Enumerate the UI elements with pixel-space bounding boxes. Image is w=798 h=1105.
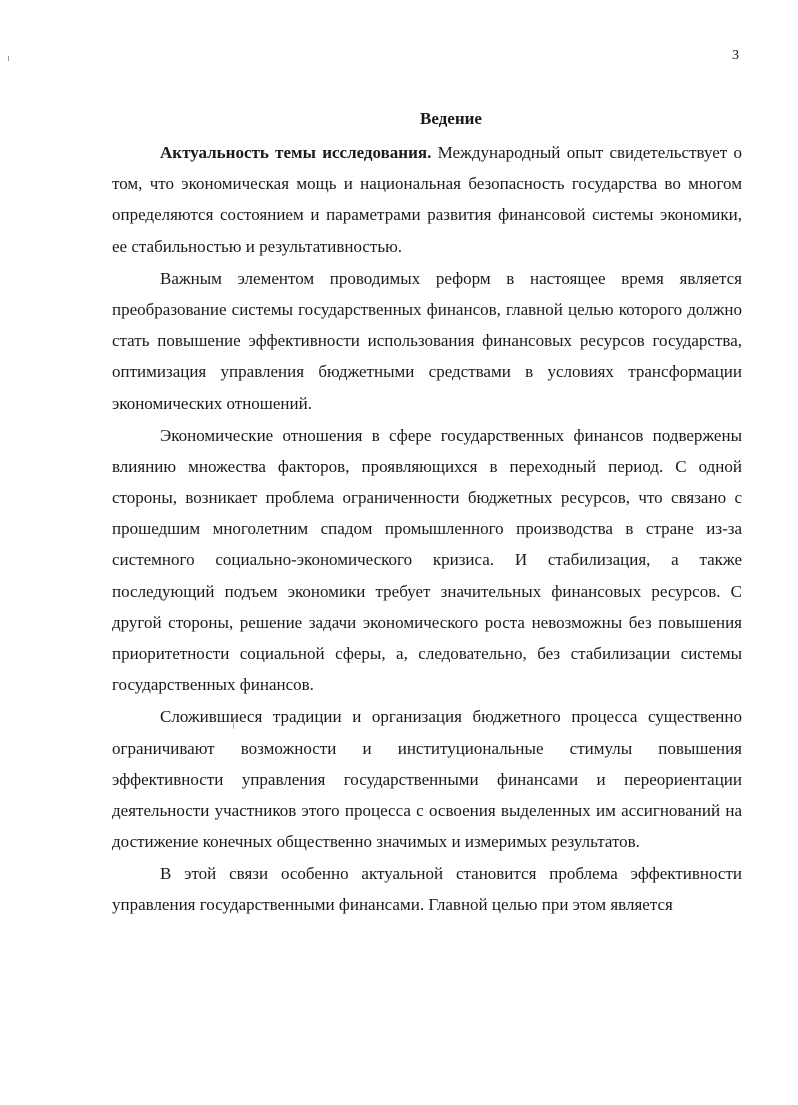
paragraph	[112, 137, 742, 262]
paragraph-text: Международный опыт свидетельствует о том, что экономическая мощь и национальная безопасность государства во многом определяются состоянием и параметрами развития финансовой системы экономики, ее стабильностью и результативностью.	[112, 143, 742, 256]
scan-artifact	[8, 56, 9, 61]
page-number: 3	[732, 48, 739, 63]
paragraph: Экономические отношения в сфере государственных финансов подвержены влиянию множества факторов, проявляющихся в переходный период. С одной стороны, возникает проблема ограниченности бюджетных ресурсов, что связано с прошедшим многолетним спадом промышленного производства в стране из-за системного социально-экономического кризиса. И стабилизация, а также последующий подъем экономики требует значительных финансовых ресурсов. С другой стороны, решение задачи экономического роста невозможны без повышения приоритетности социальной сферы, а, следовательно, без стабилизации системы государственных финансов.	[112, 425, 742, 695]
paragraph: Важным элементом проводимых реформ в настоящее время является преобразование системы государственных финансов, главной целью которого должно стать повышение эффективности использования финансовых ресурсов государства, оптимизация управления бюджетными средствами в условиях трансформации экономических отношений.	[112, 268, 742, 413]
section-title: Ведение	[420, 109, 482, 128]
paragraph-lead: Актуальность темы исследования.	[160, 143, 432, 162]
paragraph: Сложившиеся традиции и организация бюджетного процесса существенно ограничивают возможности и институциональные стимулы повышения эффективности управления государственными финансами и переориентации деятельности участников этого процесса с освоения выделенных им ассигнований на достижение конечных общественно значимых и измеримых результатов.	[112, 707, 742, 852]
paragraph: В этой связи особенно актуальной становится проблема эффективности управления государственными финансами. Главной целью при этом является	[112, 864, 742, 915]
body-text	[112, 137, 742, 921]
